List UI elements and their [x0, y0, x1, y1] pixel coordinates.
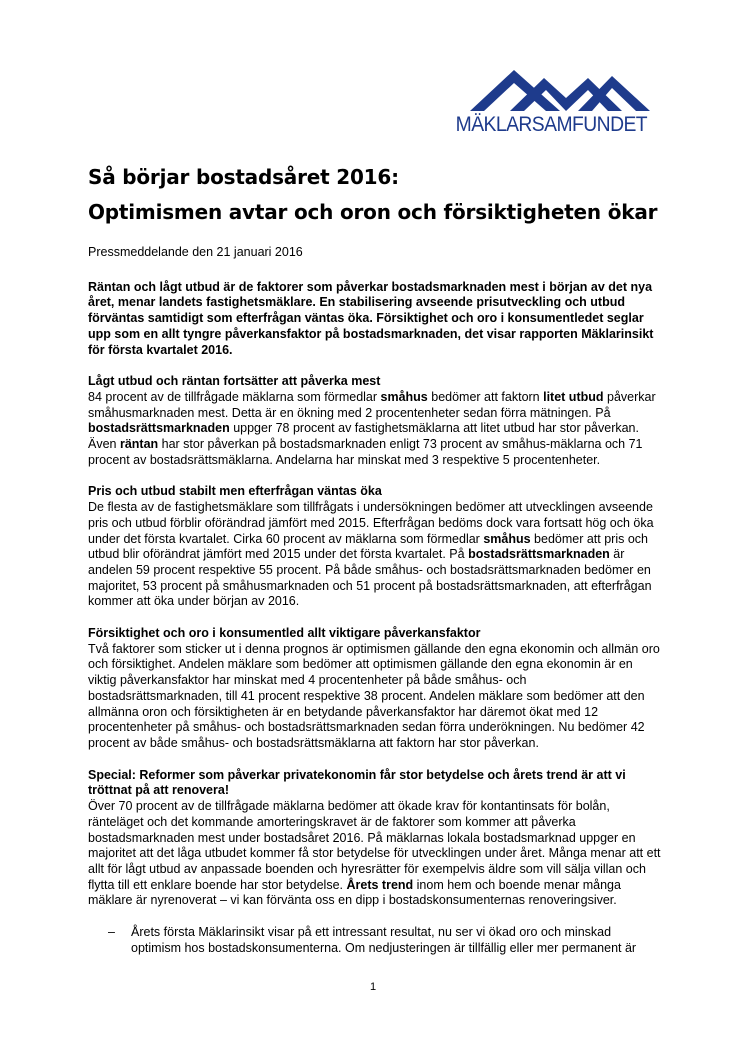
section-2	[88, 484, 663, 610]
lead-paragraph: Räntan och lågt utbud är de faktorer som påverkar bostadsmarknaden mest i början av det nya året, menar landets fastighetsmäklare. En stabilisering avseende prisutveckling och utbud förväntas samtidigt som efterfrågan väntas öka. Försiktighet och oro i konsumentledet seglar upp som en allt tyngre påverkansfaktor på bostadsmarknaden, det visar rapporten Mäklarinsikt för första kvartalet 2016.	[88, 279, 654, 357]
bullet-text: Årets första Mäklarinsikt visar på ett intressant resultat, nu ser vi ökad oro och minskad optimism hos bostadskonsumenterna. Om nedjusteringen är tillfällig eller mer permanent är	[131, 925, 637, 955]
page-number: 1	[369, 981, 377, 993]
emphasis: småhus	[380, 389, 428, 404]
emphasis: Årets trend	[346, 877, 414, 892]
emphasis: litet utbud	[543, 389, 604, 404]
section-3	[88, 626, 663, 752]
title-line-2: Optimismen avtar och oron och försiktigheten ökar	[88, 200, 658, 224]
emphasis: småhus	[483, 531, 531, 546]
section-paragraph: Över 70 procent av de tillfrågade mäklarna bedömer att ökade krav för kontantinsats för bolån, ränteläget och det kommande amorteringskravet är de faktorer som kommer att påverka bostadsmarknaden mest under bostadsåret 2016. På mäklarnas lokala bostadsmarknad uppger en majoritet att det låga utbudet kommer få stor betydelse för utvecklingen under året. Många menar att ett allt för lågt utbud av anpassade boenden och hyresrätter för exempelvis äldre som vill sälja villan och flytta till ett enklare boende har stor betydelse. Årets trend inom hem och boende menar många mäklare är nyrenoverat – vi kan förvänta oss en dipp i bostadskonsumenternas renoveringsiver.	[88, 799, 661, 908]
section-1	[88, 374, 663, 468]
section-paragraph: 84 procent av de tillfrågade mäklarna som förmedlar småhus bedömer att faktorn litet utbud påverkar småhusmarknaden mest. Detta är en ökning med 2 procentenheter sedan förra mätningen. På bostadsrättsmarknaden uppger 78 procent av fastighetsmäklarna att litet utbud har stor påverkan. Även räntan har stor påverkan på bostadsmarknaden enligt 73 procent av småhus-mäklarna och 71 procent av bostadsrättsmäklarna. Andelarna har minskat med 3 respektive 5 procentenheter.	[88, 389, 656, 467]
page-title	[88, 160, 657, 230]
section-heading: Pris och utbud stabilt men efterfrågan väntas öka	[88, 484, 382, 499]
logo	[452, 70, 668, 136]
emphasis: räntan	[119, 437, 159, 452]
emphasis: bostadsrättsmarknaden	[88, 421, 230, 436]
sections	[88, 374, 663, 909]
logo-text: MÄKLARSAMFUNDET	[455, 113, 648, 136]
section-4	[88, 768, 663, 909]
section-heading: Försiktighet och oro i konsumentled allt viktigare påverkansfaktor	[88, 626, 481, 641]
logo-mark-icon	[470, 70, 650, 112]
section-heading: Special: Reformer som påverkar privatekonomin får stor betydelse och årets trend är att vi tröttnat på att renovera!	[88, 767, 626, 798]
article-body	[88, 245, 663, 956]
section-paragraph: Två faktorer som sticker ut i denna prognos är optimismen gällande den egna ekonomin och allmän oro och försiktighet. Andelen mäklare som bedömer att optimismen gällande den egna ekonomin är en viktig påverkansfaktor har minskat med 4 procentenheter på både småhus- och bostadsrättsmarknaden, till 41 procent respektive 38 procent. Andelen mäklare som bedömer att den allmänna oron och försiktigheten är en betydande påverkansfaktor har däremot ökat med 12 procentenheter på småhus- och bostadsrättsmarknaden sedan förra underökningen. Nu bedömer 42 procent av både småhus- och bostadsrättsmäklarna att faktorn har stor påverkan.	[88, 641, 660, 750]
title-line-1: Så börjar bostadsåret 2016:	[88, 165, 399, 189]
press-release-date: Pressmeddelande den 21 januari 2016	[88, 245, 303, 259]
bullet-item	[88, 925, 663, 956]
section-paragraph: De flesta av de fastighetsmäklare som tillfrågats i undersökningen bedömer att utvecklingen avseende pris och utbud förblir oförändrad jämfört med 2015. Efterfrågan bedöms dock vara fortsatt hög och öka under det första kvartalet. Cirka 60 procent av mäklarna som förmedlar småhus bedömer att pris och utbud blir oförändrat jämfört med 2015 under det första kvartalet. På bostadsrättsmarknaden är andelen 59 procent respektive 55 procent. På både småhus- och bostadsrättsmarknaden bedömer en majoritet, 53 procent på småhusmarknaden och 51 procent på bostadsrättsmarknaden, att efterfrågan kommer att öka under början av 2016.	[88, 500, 654, 609]
section-heading: Lågt utbud och räntan fortsätter att påverka mest	[88, 374, 381, 389]
emphasis: bostadsrättsmarknaden	[468, 547, 610, 562]
bullet-dash: –	[108, 925, 115, 940]
